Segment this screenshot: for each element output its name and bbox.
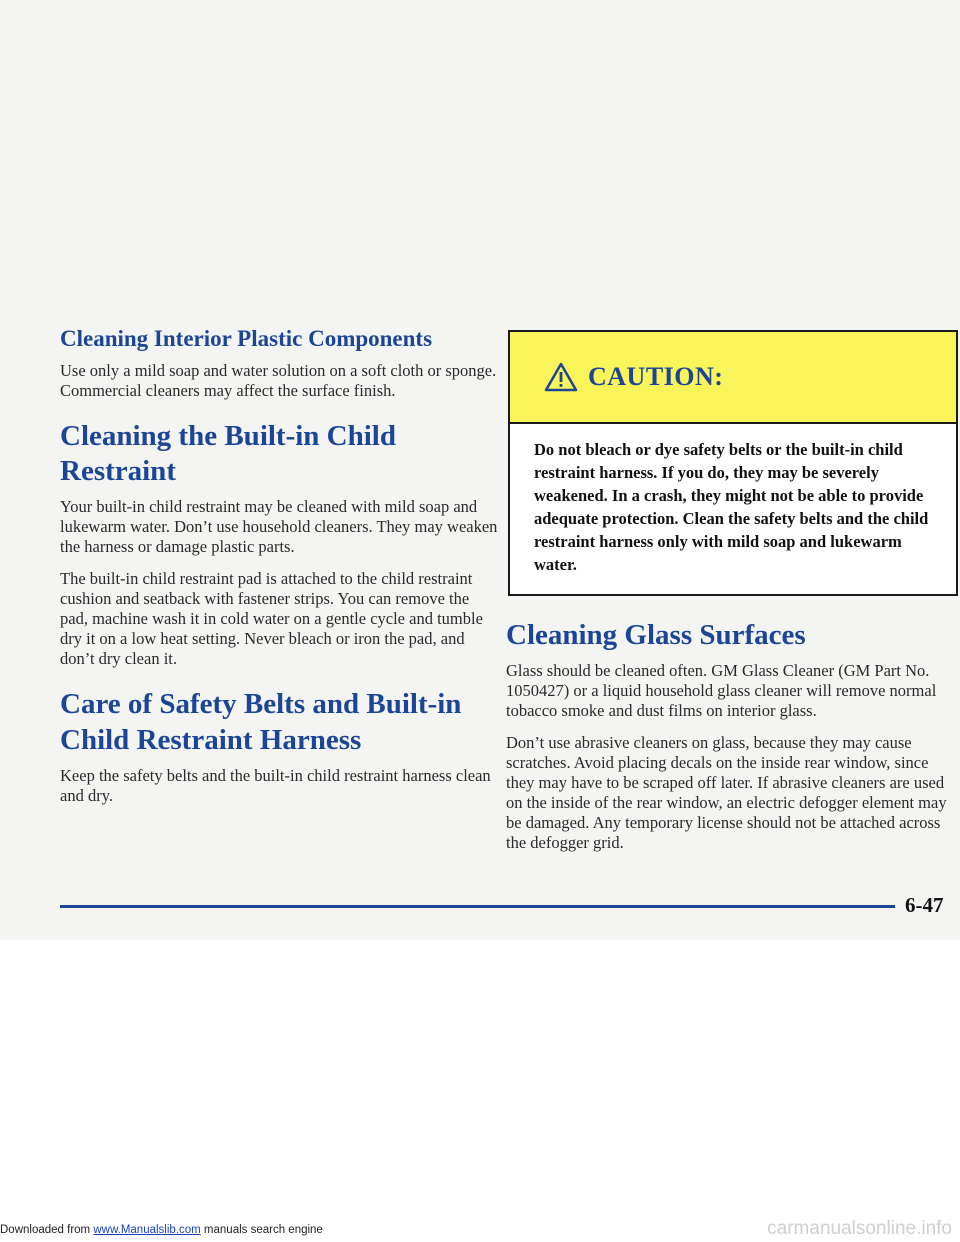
heading-safety-belts: Care of Safety Belts and Built-in Child Restraint Harness (60, 688, 462, 756)
page-number: 6-47 (905, 893, 944, 917)
manualslib-link[interactable]: www.Manualslib.com (93, 1224, 201, 1236)
heading-glass: Cleaning Glass Surfaces (506, 619, 806, 651)
left-column (60, 325, 500, 818)
warning-triangle-icon (544, 362, 578, 392)
paragraph-glass-1: Glass should be cleaned often. GM Glass Cleaner (GM Part No. 1050427) or a liquid household glass cleaner will remove normal tobacco smoke and dust films on interior glass. (506, 661, 937, 721)
right-column (500, 330, 955, 865)
paragraph-safety-belts: Keep the safety belts and the built-in child restraint harness clean and dry. (60, 766, 491, 806)
paragraph-interior-plastic: Use only a mild soap and water solution on a soft cloth or sponge. Commercial cleaners may affect the surface finish. (60, 360, 497, 400)
caution-title: CAUTION: (588, 362, 724, 391)
caution-box (508, 330, 958, 596)
download-footer (0, 1224, 323, 1236)
paragraph-child-restraint-1: Your built-in child restraint may be cleaned with mild soap and lukewarm water. Don’t use household cleaners. They may weaken the harness or damage plastic parts. (60, 497, 498, 557)
paragraph-child-restraint-2: The built-in child restraint pad is attached to the child restraint cushion and seatback with fastener strips. You can remove the pad, machine wash it in cold water on a gentle cycle and tumble dry it on a low heat setting. Never bleach or iron the pad, and don’t dry clean it. (60, 569, 483, 669)
footer-suffix: manuals search engine (203, 1224, 323, 1236)
footer-rule (60, 905, 895, 908)
paragraph-glass-2: Don’t use abrasive cleaners on glass, because they may cause scratches. Avoid placing decals on the inside rear window, since they may have to be scraped off later. If abrasive cleaners are used on the inside of the rear window, an electric defogger element may be damaged. Any temporary license should not be attached across the defogger grid. (506, 733, 947, 853)
footer-prefix: Downloaded from (0, 1224, 91, 1236)
caution-header (510, 332, 956, 424)
caution-text: Do not bleach or dye safety belts or the built-in child restraint harness. If you do, they may be severely weakened. In a crash, they might not be able to provide adequate protection. Clean the safety belts and the child restraint harness only with mild soap and lukewarm water. (534, 440, 929, 574)
watermark-text: carmanualsonline.info (767, 1218, 952, 1239)
heading-interior-plastic: Cleaning Interior Plastic Components (60, 326, 433, 351)
heading-child-restraint: Cleaning the Built-in Child Restraint (60, 419, 396, 487)
